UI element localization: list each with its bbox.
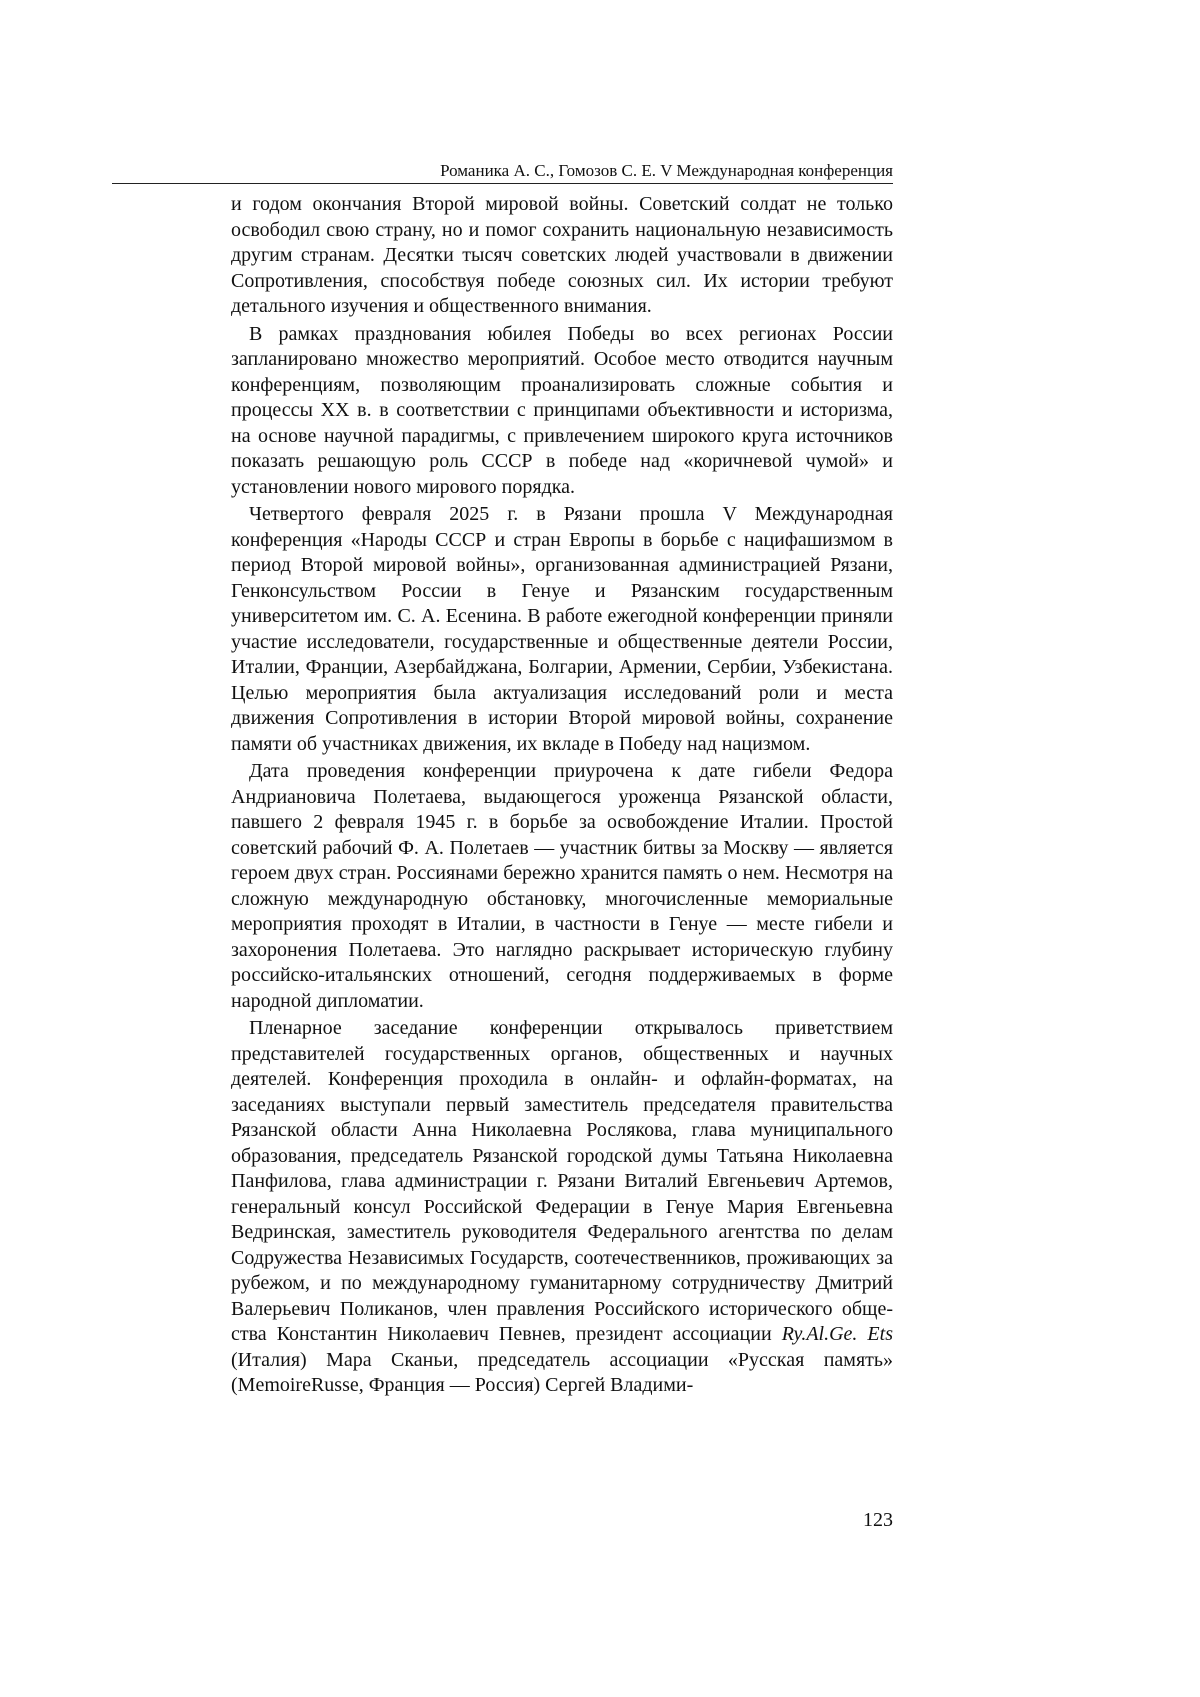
paragraph-2: В рамках празднования юбилея Победы во всех регионах России запланировано множество мероприятий. Особое место отводится научным конференциям, позволяющим проанализировать сложные события и процессы XX в. в соответствии с принципами объективности и историзма, на основе научной парадигмы, с привлечением широкого круга источников показать решающую роль СССР в победе над «коричневой чумой» и установлении нового мирового порядка. — [231, 322, 893, 498]
paragraph-5-text: Пленарное заседание конференции открывалось приветствием представителей государственных органов, общественных и научных деятелей. Конференция проходила в онлайн- и офлайн-форматах, на заседаниях выступали первый заместитель председателя правительства Рязанской области Анна Николаевна Рослякова, глава муниципального образования, председатель Рязанской городской думы Татьяна Николаевна Панфилова, глава администрации г. Рязани Виталий Евгеньевич Артемов, генеральный консул Российской Федерации в Генуе Мария Евгеньевна Ведринская, заместитель руководителя Федерального агентства по делам Содружества Независимых Государств, соотечественников, проживающих за рубежом, и по международному гуманитарному сотрудничеству Дмитрий Валерьевич Поликанов, член правления Российского исторического общества Константин Николаевич Певнев, президент ассоциации — [231, 1017, 893, 1345]
paragraph-4: Дата проведения конференции приурочена к дате гибели Федора Андриановича Полетаева, выдающегося уроженца Рязанской области, павшего 2 февраля 1945 г. в борьбе за освобождение Италии. Простой советский рабочий Ф. А. Полетаев — участник битвы за Москву — является героем двух стран. Россиянами бережно хранится память о нем. Несмотря на сложную международную обстановку, многочисленные мемориальные мероприятия проходят в Италии, в частности в Генуе — месте гибели и захоронения Полетаева. Это наглядно раскрывает историческую глубину российско-итальянских отношений, сегодня поддерживаемых в форме народной дипломатии. — [231, 760, 893, 1012]
paragraph-5-text-end: (Италия) Мара Сканьи, председатель ассоциации «Русская память» (MemoireRusse, Франция — Россия) Сергей Владими- — [231, 1348, 893, 1396]
paragraph-5 — [231, 1016, 893, 1399]
page-number: 123 — [863, 1509, 893, 1531]
running-header: Романика А. С., Гомозов С. Е. V Международная конференция — [440, 161, 893, 180]
association-name-italic: Ry.Al.Ge. Ets — [781, 1323, 893, 1345]
body-text — [231, 192, 893, 1401]
paragraph-3: Четвертого февраля 2025 г. в Рязани прошла V Международная конференция «Народы СССР и стран Европы в борьбе с нацифашизмом в период Второй мировой войны», организованная администрацией Рязани, Генконсульством России в Генуе и Рязанским государственным университетом им. С. А. Есенина. В работе ежегодной конференции приняли участие исследователи, государственные и общественные деятели России, Италии, Франции, Азербайджана, Болгарии, Армении, Сербии, Узбекистана. Целью мероприятия была актуализация исследований роли и места движения Сопротивления в истории Второй мировой войны, сохранение памяти об участниках движения, их вкладе в Победу над нацизмом. — [231, 503, 893, 755]
header-rule — [112, 183, 893, 184]
paragraph-1: и годом окончания Второй мировой войны. Советский солдат не только освободил свою страну, но и помог сохранить национальную независимость другим странам. Десятки тысяч советских людей участвовали в движении Сопротивления, способствуя победе союзных сил. Их истории требуют детального изучения и общественного внимания. — [231, 193, 893, 317]
